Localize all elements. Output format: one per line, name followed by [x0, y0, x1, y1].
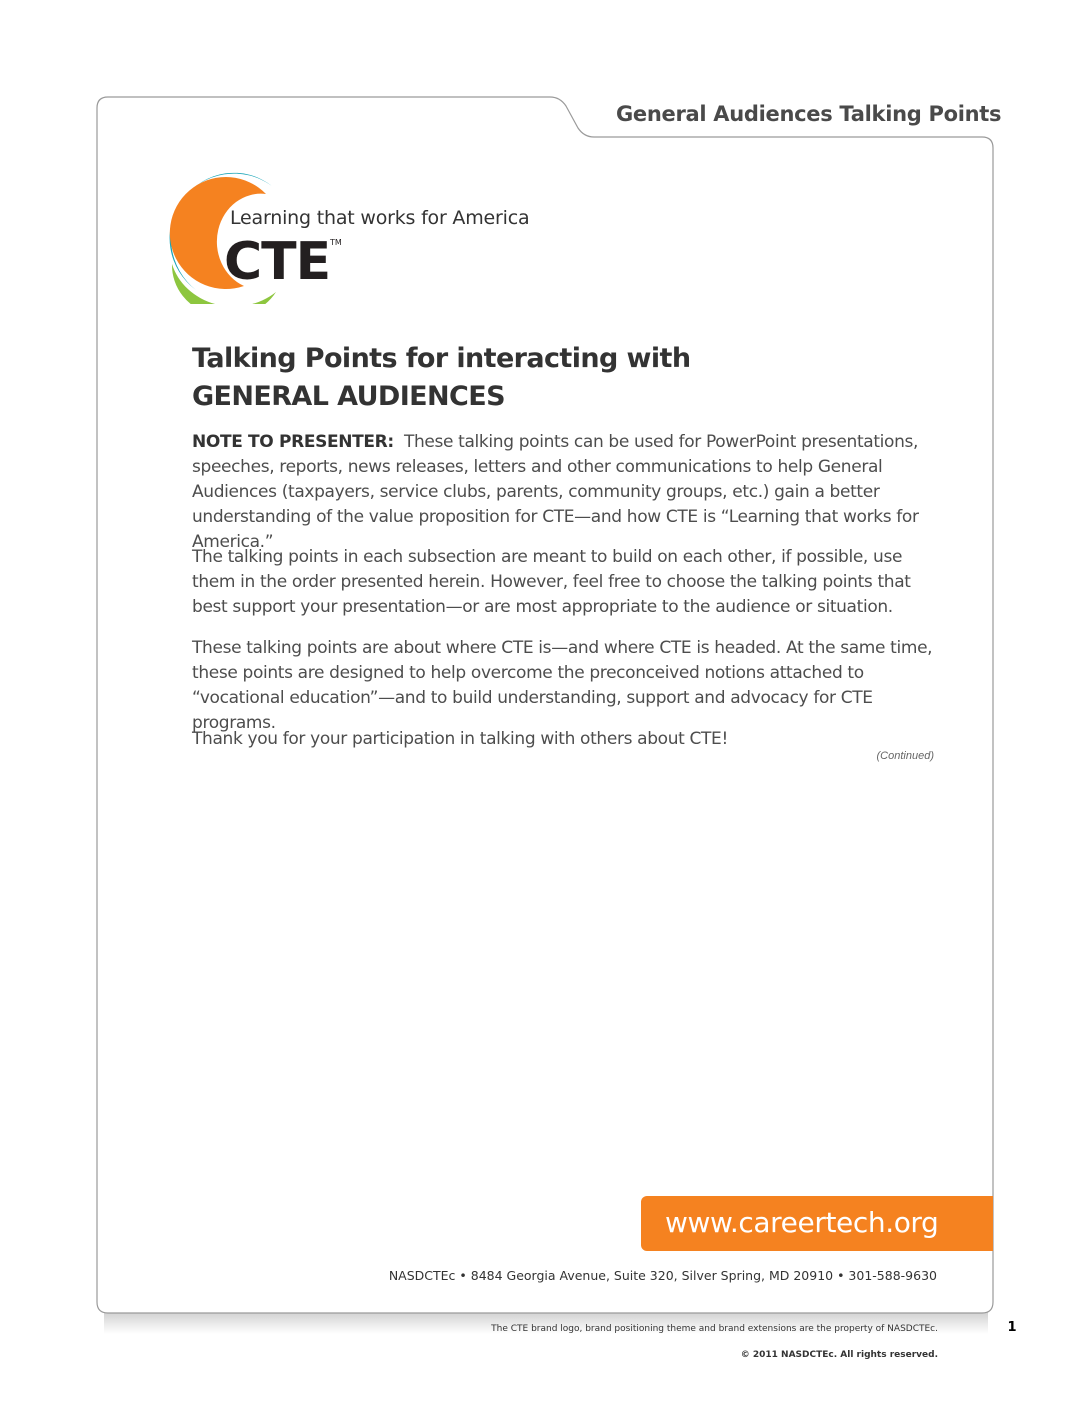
trademark-symbol: TM	[330, 238, 342, 247]
copyright-notice: © 2011 NASDCTEc. All rights reserved.	[740, 1350, 938, 1360]
legal-notice: The CTE brand logo, brand positioning theme and brand extensions are the property of NASDCTEc.	[491, 1324, 938, 1334]
title-line-2: GENERAL AUDIENCES	[192, 381, 505, 412]
paragraph-3: These talking points are about where CTE is—and where CTE is headed. At the same time, these points are designed to help overcome the preconceived notions attached to “vocational education”—and to build understanding, support and advocacy for CTE programs.	[192, 638, 933, 733]
document-title	[192, 340, 690, 416]
paragraph-note	[192, 430, 940, 555]
continued-note: (Continued)	[876, 750, 934, 762]
logo-wordmark: CTE	[224, 232, 331, 292]
note-label: NOTE TO PRESENTER:	[192, 432, 394, 452]
website-link[interactable]: www.careertech.org	[665, 1206, 939, 1239]
footer-address: NASDCTEc • 8484 Georgia Avenue, Suite 320, Silver Spring, MD 20910 • 301-588-9630	[388, 1268, 937, 1283]
paragraph-1-text: These talking points can be used for PowerPoint presentations, speeches, reports, news releases, letters and other communications to help General Audiences (taxpayers, service clubs, parents, community groups, etc.) gain a better understanding of the value proposition for CTE—and how CTE is “Learning that works for America.”	[192, 432, 919, 552]
logo-tagline: Learning that works for America	[230, 207, 530, 229]
title-line-1: Talking Points for interacting with	[192, 343, 691, 374]
paragraph-4: Thank you for your participation in talking with others about CTE!	[192, 729, 728, 749]
header-tab-title: General Audiences Talking Points	[616, 102, 1002, 126]
page-number: 1	[1007, 1320, 1017, 1335]
paragraph-2: The talking points in each subsection are meant to build on each other, if possible, use them in the order presented herein. However, feel free to choose the talking points that best support your presentation—or are most appropriate to the audience or situation.	[192, 547, 911, 617]
